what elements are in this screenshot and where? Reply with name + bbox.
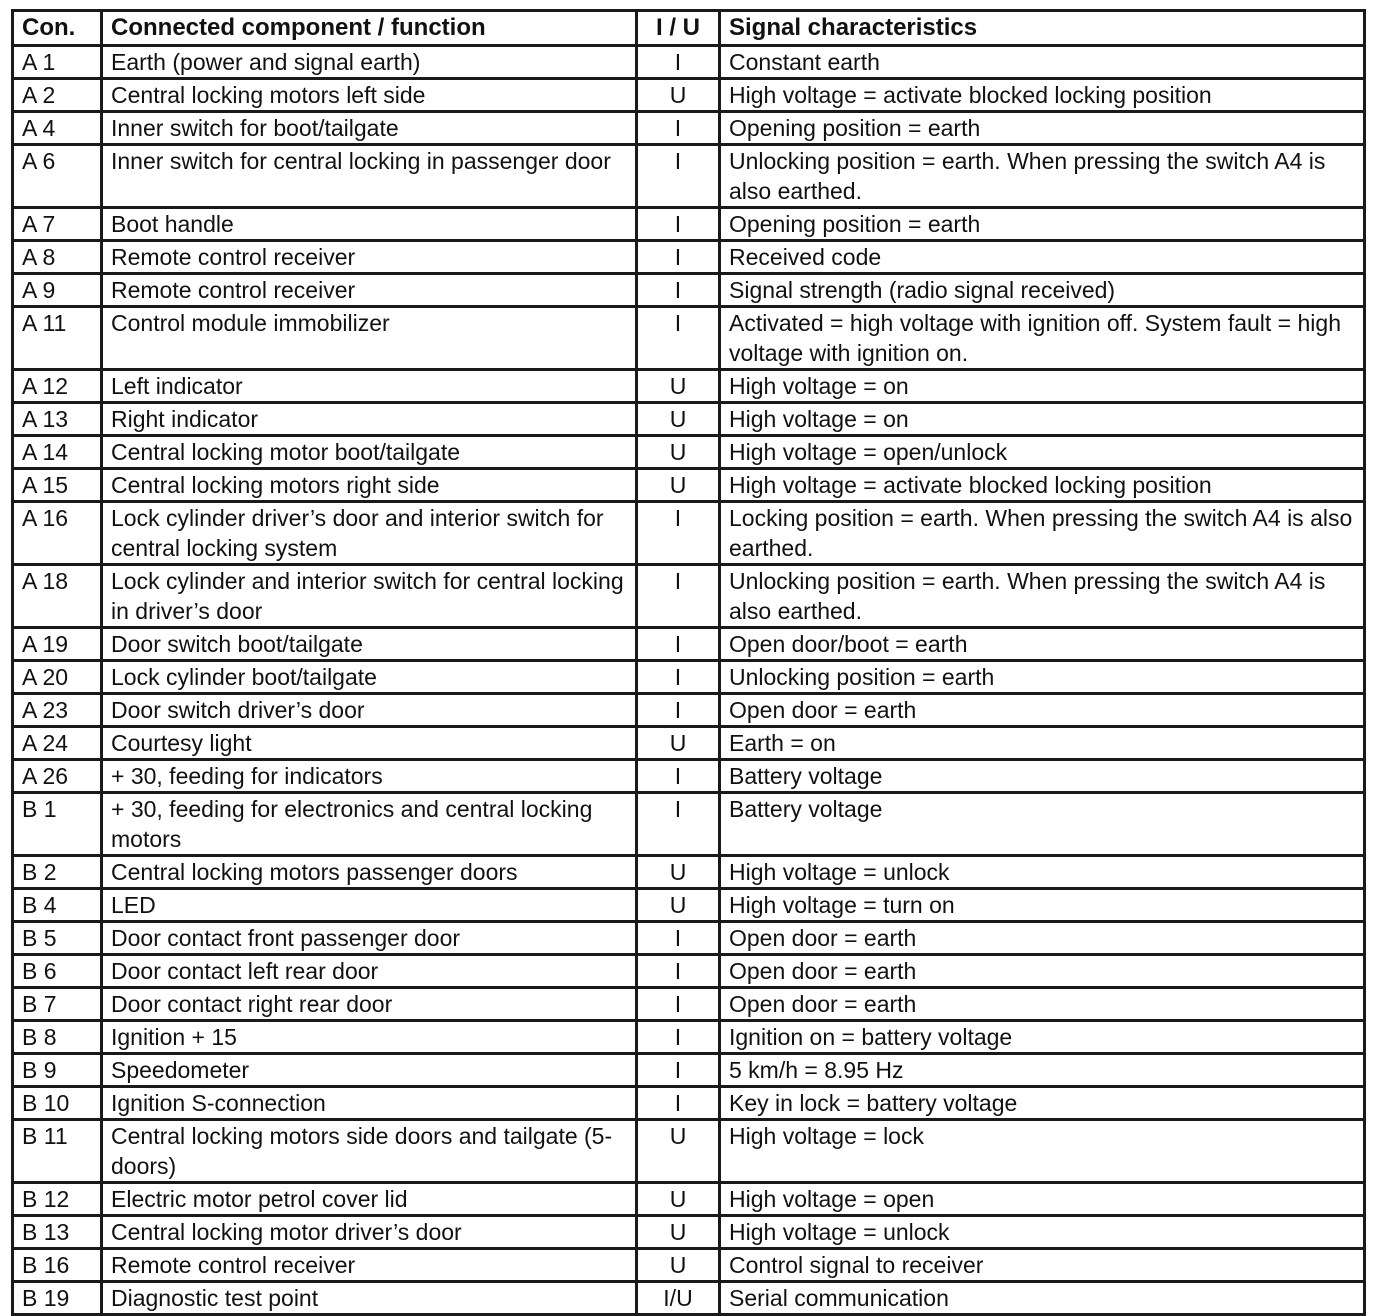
cell-connector: B 1 [13,793,102,856]
cell-connector: A 13 [13,403,102,436]
cell-connector: B 6 [13,955,102,988]
cell-connector: B 13 [13,1216,102,1249]
cell-signal: High voltage = unlock [720,856,1365,889]
cell-component: Left indicator [102,370,637,403]
table-row [13,760,1365,793]
cell-io-type: U [637,856,720,889]
table-row [13,793,1365,856]
cell-component: LED [102,889,637,922]
table-row [13,922,1365,955]
table-row [13,955,1365,988]
cell-signal: High voltage = lock [720,1120,1365,1183]
cell-signal: High voltage = open/unlock [720,436,1365,469]
cell-connector: A 11 [13,307,102,370]
table-row [13,628,1365,661]
cell-io-type: U [637,1183,720,1216]
cell-connector: A 6 [13,145,102,208]
cell-signal: Key in lock = battery voltage [720,1087,1365,1120]
cell-signal: High voltage = on [720,403,1365,436]
cell-signal: Ignition on = battery voltage [720,1021,1365,1054]
cell-component: Remote control receiver [102,1249,637,1282]
table-row [13,370,1365,403]
cell-signal: Open door = earth [720,988,1365,1021]
cell-signal: Open door/boot = earth [720,628,1365,661]
cell-signal: Opening position = earth [720,208,1365,241]
table-row [13,1216,1365,1249]
connector-table-container [11,9,1363,1316]
cell-signal: High voltage = activate blocked locking position [720,79,1365,112]
cell-io-type: I [637,1087,720,1120]
cell-io-type: I [637,955,720,988]
cell-signal: Constant earth [720,46,1365,79]
header-row [13,11,1365,46]
table-row [13,694,1365,727]
cell-connector: B 19 [13,1282,102,1315]
cell-component: Central locking motor boot/tailgate [102,436,637,469]
cell-io-type: I [637,307,720,370]
cell-io-type: U [637,403,720,436]
cell-component: Right indicator [102,403,637,436]
cell-component: Remote control receiver [102,274,637,307]
table-row [13,208,1365,241]
cell-component: Remote control receiver [102,241,637,274]
cell-component: Central locking motors side doors and tailgate (5-doors) [102,1120,637,1183]
cell-component: Door contact left rear door [102,955,637,988]
cell-signal: Opening position = earth [720,112,1365,145]
cell-connector: A 19 [13,628,102,661]
table-row [13,145,1365,208]
cell-component: Central locking motor driver’s door [102,1216,637,1249]
cell-component: Lock cylinder and interior switch for central locking in driver’s door [102,565,637,628]
cell-io-type: I [637,46,720,79]
table-row [13,46,1365,79]
cell-io-type: U [637,727,720,760]
cell-io-type: I [637,760,720,793]
table-row [13,469,1365,502]
cell-signal: High voltage = open [720,1183,1365,1216]
cell-io-type: I [637,628,720,661]
cell-component: Courtesy light [102,727,637,760]
table-body [13,46,1365,1315]
cell-io-type: U [637,79,720,112]
cell-component: Door contact front passenger door [102,922,637,955]
table-row [13,1282,1365,1315]
cell-connector: B 2 [13,856,102,889]
cell-signal: High voltage = activate blocked locking position [720,469,1365,502]
cell-connector: B 10 [13,1087,102,1120]
cell-component: Inner switch for central locking in passenger door [102,145,637,208]
cell-io-type: U [637,370,720,403]
cell-component: Central locking motors passenger doors [102,856,637,889]
cell-io-type: U [637,889,720,922]
cell-signal: Earth = on [720,727,1365,760]
header-iu: I / U [637,11,720,46]
cell-connector: A 9 [13,274,102,307]
cell-component: Door contact right rear door [102,988,637,1021]
cell-signal: Received code [720,241,1365,274]
cell-signal: Battery voltage [720,793,1365,856]
cell-connector: A 18 [13,565,102,628]
cell-signal: Battery voltage [720,760,1365,793]
cell-connector: B 7 [13,988,102,1021]
cell-signal: Open door = earth [720,955,1365,988]
cell-io-type: I [637,922,720,955]
table-row [13,1054,1365,1087]
cell-io-type: I [637,694,720,727]
cell-component: Lock cylinder driver’s door and interior switch for central locking system [102,502,637,565]
cell-io-type: U [637,436,720,469]
cell-io-type: I [637,661,720,694]
cell-component: Speedometer [102,1054,637,1087]
table-row [13,403,1365,436]
cell-component: Diagnostic test point [102,1282,637,1315]
cell-connector: A 7 [13,208,102,241]
cell-io-type: U [637,1120,720,1183]
cell-io-type: I/U [637,1282,720,1315]
cell-connector: A 26 [13,760,102,793]
table-header [13,11,1365,46]
table-row [13,112,1365,145]
cell-signal: Open door = earth [720,694,1365,727]
cell-connector: A 24 [13,727,102,760]
cell-signal: Unlocking position = earth. When pressing the switch A4 is also earthed. [720,145,1365,208]
cell-component: Door switch driver’s door [102,694,637,727]
table-row [13,436,1365,469]
table-row [13,502,1365,565]
cell-signal: Serial communication [720,1282,1365,1315]
cell-component: Central locking motors right side [102,469,637,502]
table-row [13,565,1365,628]
cell-connector: A 8 [13,241,102,274]
cell-io-type: I [637,145,720,208]
cell-component: Control module immobilizer [102,307,637,370]
cell-connector: B 5 [13,922,102,955]
cell-connector: A 14 [13,436,102,469]
table-row [13,79,1365,112]
cell-component: Electric motor petrol cover lid [102,1183,637,1216]
cell-connector: B 9 [13,1054,102,1087]
cell-connector: A 15 [13,469,102,502]
cell-connector: A 12 [13,370,102,403]
table-row [13,661,1365,694]
table-row [13,307,1365,370]
cell-signal: Signal strength (radio signal received) [720,274,1365,307]
cell-connector: A 23 [13,694,102,727]
table-row [13,1183,1365,1216]
table-row [13,274,1365,307]
cell-signal: 5 km/h = 8.95 Hz [720,1054,1365,1087]
cell-signal: High voltage = turn on [720,889,1365,922]
table-row [13,1120,1365,1183]
cell-io-type: I [637,274,720,307]
table-row [13,727,1365,760]
cell-io-type: U [637,1249,720,1282]
cell-connector: A 20 [13,661,102,694]
cell-io-type: I [637,988,720,1021]
cell-component: Door switch boot/tailgate [102,628,637,661]
header-signal: Signal characteristics [720,11,1365,46]
cell-component: Lock cylinder boot/tailgate [102,661,637,694]
cell-signal: Activated = high voltage with ignition off. System fault = high voltage with ignition on. [720,307,1365,370]
connector-pin-table [11,9,1366,1316]
cell-signal: Locking position = earth. When pressing the switch A4 is also earthed. [720,502,1365,565]
header-con: Con. [13,11,102,46]
cell-io-type: I [637,241,720,274]
header-component: Connected component / function [102,11,637,46]
table-row [13,1087,1365,1120]
cell-connector: A 1 [13,46,102,79]
table-row [13,241,1365,274]
cell-connector: B 12 [13,1183,102,1216]
cell-component: Central locking motors left side [102,79,637,112]
cell-component: + 30, feeding for indicators [102,760,637,793]
cell-signal: High voltage = on [720,370,1365,403]
cell-signal: Control signal to receiver [720,1249,1365,1282]
cell-component: + 30, feeding for electronics and central locking motors [102,793,637,856]
cell-component: Ignition S-connection [102,1087,637,1120]
cell-signal: Open door = earth [720,922,1365,955]
cell-signal: High voltage = unlock [720,1216,1365,1249]
table-row [13,889,1365,922]
cell-io-type: U [637,469,720,502]
cell-component: Earth (power and signal earth) [102,46,637,79]
cell-signal: Unlocking position = earth [720,661,1365,694]
table-row [13,856,1365,889]
cell-connector: A 4 [13,112,102,145]
cell-io-type: I [637,208,720,241]
cell-connector: B 11 [13,1120,102,1183]
cell-io-type: I [637,1021,720,1054]
cell-io-type: I [637,793,720,856]
cell-component: Ignition + 15 [102,1021,637,1054]
cell-signal: Unlocking position = earth. When pressing the switch A4 is also earthed. [720,565,1365,628]
cell-connector: B 8 [13,1021,102,1054]
cell-component: Inner switch for boot/tailgate [102,112,637,145]
cell-io-type: I [637,502,720,565]
cell-io-type: I [637,1054,720,1087]
cell-connector: A 16 [13,502,102,565]
table-row [13,1249,1365,1282]
cell-connector: B 16 [13,1249,102,1282]
cell-io-type: I [637,565,720,628]
table-row [13,1021,1365,1054]
table-row [13,988,1365,1021]
cell-connector: A 2 [13,79,102,112]
cell-connector: B 4 [13,889,102,922]
cell-io-type: I [637,112,720,145]
cell-component: Boot handle [102,208,637,241]
cell-io-type: U [637,1216,720,1249]
